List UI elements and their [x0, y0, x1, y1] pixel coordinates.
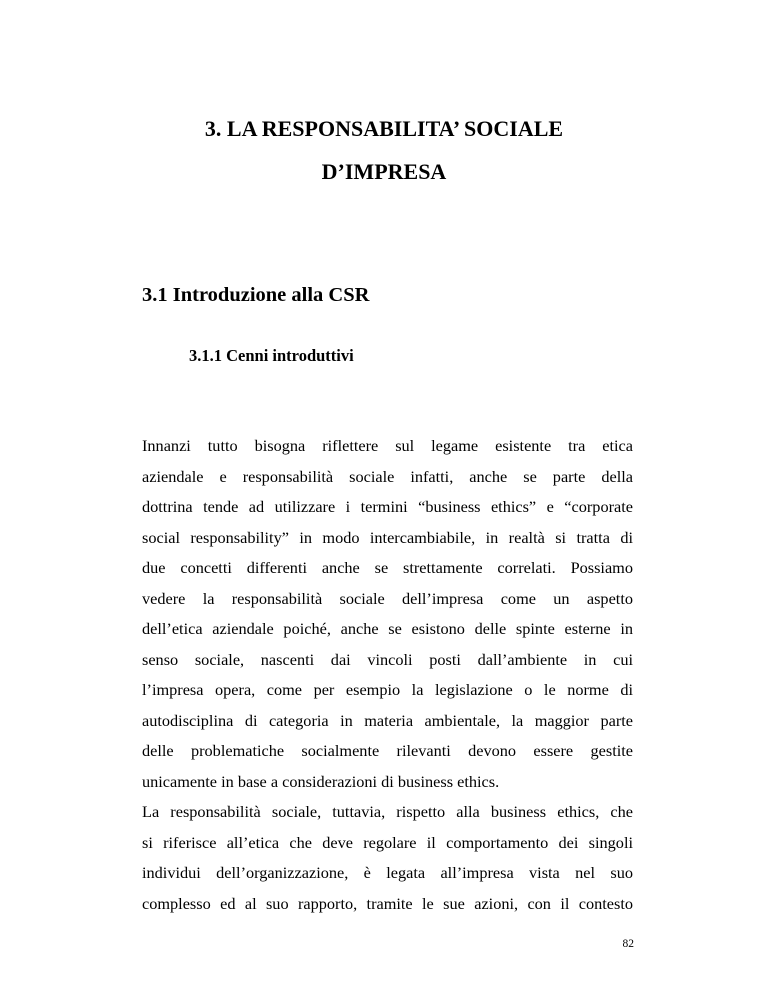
- subsection-heading: 3.1.1 Cenni introduttivi: [189, 346, 354, 365]
- body-line: dell’etica aziendale poiché, anche se esistono delle spinte esterne in: [142, 619, 633, 638]
- body-line: Innanzi tutto bisogna riflettere sul legame esistente tra etica: [142, 436, 633, 455]
- body-text: [142, 431, 633, 919]
- body-line: l’impresa opera, come per esempio la legislazione o le norme di: [142, 680, 633, 699]
- body-line: complesso ed al suo rapporto, tramite le sue azioni, con il contesto: [142, 893, 633, 913]
- body-line: unicamente in base a considerazioni di business ethics.: [142, 771, 500, 791]
- body-line: senso sociale, nascenti dai vincoli posti dall’ambiente in cui: [142, 649, 633, 669]
- body-line: aziendale e responsabilità sociale infatti, anche se parte della: [142, 466, 633, 486]
- body-line: individui dell’organizzazione, è legata all’impresa vista nel suo: [142, 863, 633, 882]
- section-heading: 3.1 Introduzione alla CSR: [142, 284, 370, 306]
- body-line: si riferisce all’etica che deve regolare il comportamento dei singoli: [142, 832, 633, 852]
- body-line: delle problematiche socialmente rilevanti devono essere gestite: [142, 741, 633, 760]
- page-number: 82: [622, 938, 634, 950]
- body-line: dottrina tende ad utilizzare i termini “business ethics” e “corporate: [142, 497, 633, 516]
- body-line: autodisciplina di categoria in materia ambientale, la maggior parte: [142, 710, 633, 730]
- body-line: vedere la responsabilità sociale dell’impresa come un aspetto: [142, 588, 633, 608]
- chapter-title-line-1: 3. LA RESPONSABILITA’ SOCIALE: [204, 116, 564, 141]
- body-line: La responsabilità sociale, tuttavia, rispetto alla business ethics, che: [142, 802, 633, 821]
- body-line: due concetti differenti anche se strettamente correlati. Possiamo: [142, 558, 633, 577]
- body-line: social responsability” in modo intercambiabile, in realtà si tratta di: [142, 527, 633, 547]
- chapter-title-line-2: D’IMPRESA: [321, 159, 447, 184]
